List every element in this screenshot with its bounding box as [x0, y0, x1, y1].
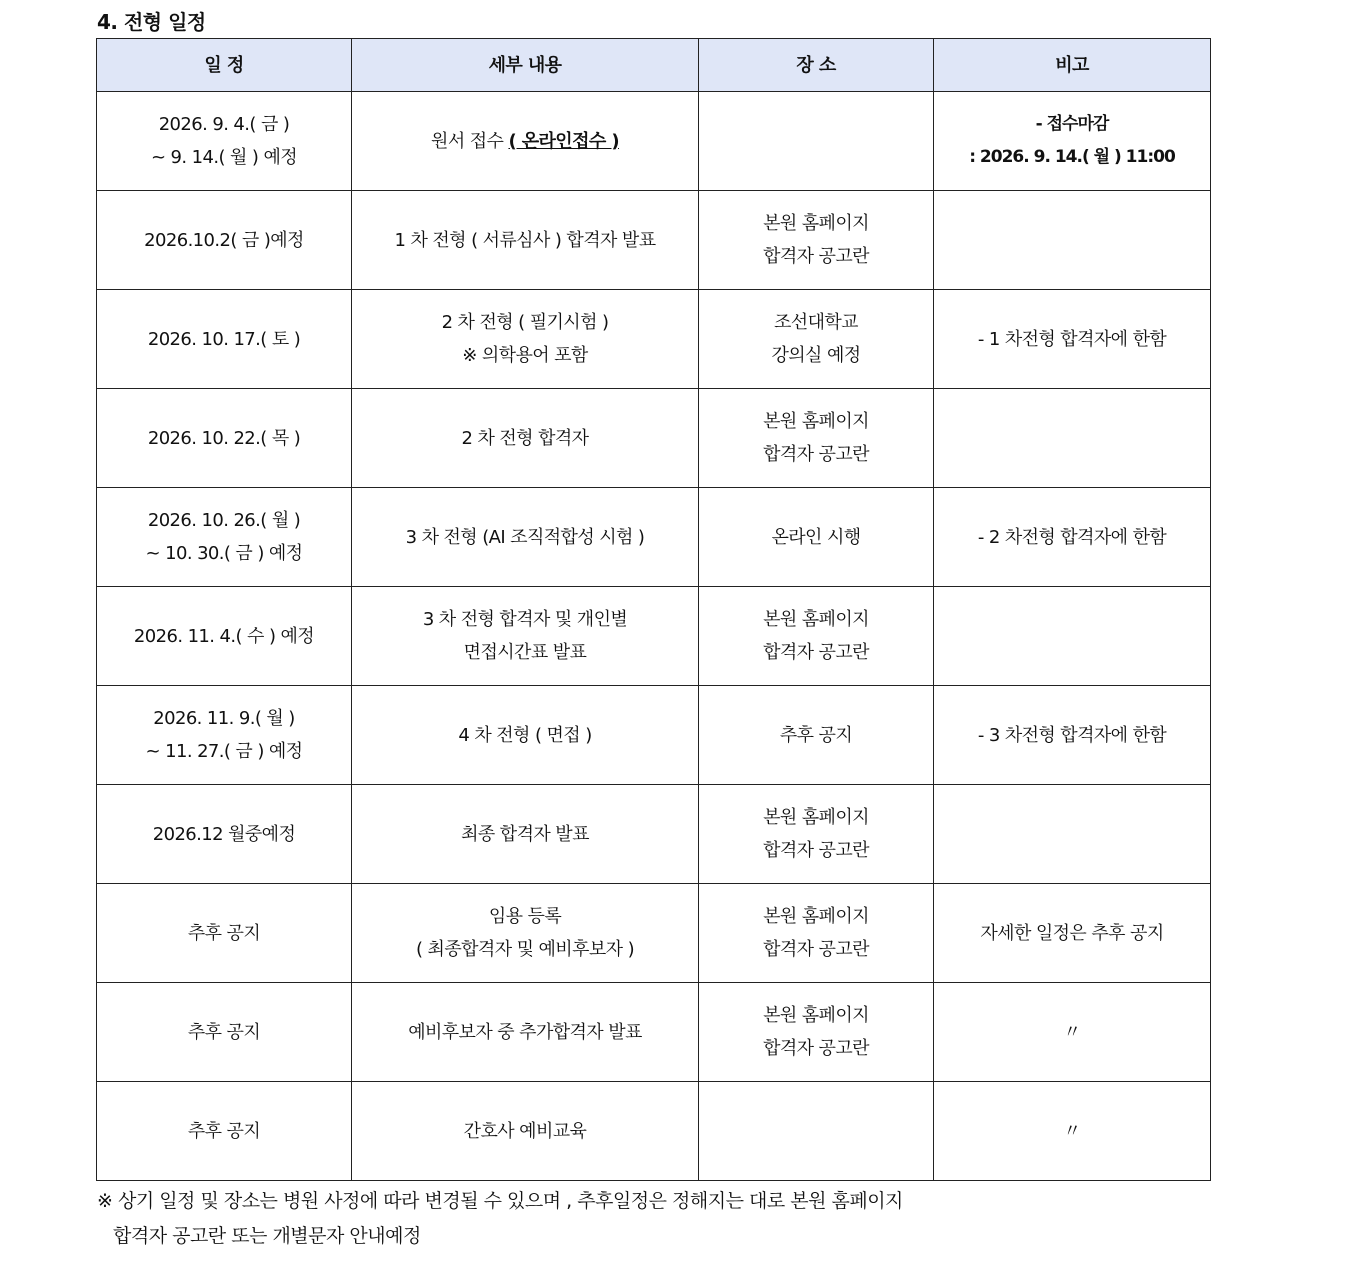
- cell-line: 합격자 공고란: [763, 444, 869, 465]
- cell-detail: [352, 290, 699, 389]
- cell-note: [934, 983, 1211, 1082]
- table-row: [97, 884, 1211, 983]
- cell-line: 면접시간표 발표: [463, 642, 587, 663]
- schedule-table: [96, 38, 1211, 1181]
- cell-line: ~ 9. 14.( 월 ) 예정: [150, 147, 298, 168]
- cell-line: - 2 차전형 합격자에 한함: [977, 526, 1167, 548]
- cell-line: 간호사 예비교육: [463, 1120, 587, 1142]
- cell-line: 강의실 예정: [771, 345, 861, 366]
- detail-text: 원서 접수: [431, 130, 509, 152]
- cell-line: 본원 홈페이지: [763, 906, 869, 927]
- schedule-body: [97, 92, 1211, 1181]
- cell-note: [934, 884, 1211, 983]
- cell-line: 최종 합격자 발표: [461, 823, 589, 845]
- cell-place: [699, 389, 934, 488]
- cell-line: 2026.12 월중예정: [152, 823, 296, 845]
- cell-line: 2026. 10. 22.( 목 ): [147, 427, 301, 449]
- cell-line: ( 최종합격자 및 예비후보자 ): [416, 939, 634, 960]
- cell-line: 2 차 전형 ( 필기시험 ): [441, 312, 609, 333]
- cell-date: [97, 785, 352, 884]
- table-row: [97, 290, 1211, 389]
- cell-line: 추후 공지: [187, 1120, 261, 1142]
- cell-note: [934, 488, 1211, 587]
- cell-line: 본원 홈페이지: [763, 609, 869, 630]
- cell-detail: [352, 92, 699, 191]
- cell-date: [97, 1082, 352, 1181]
- cell-detail: [352, 488, 699, 587]
- cell-line: 추후 공지: [779, 724, 853, 746]
- cell-date: [97, 290, 352, 389]
- cell-line: 2026. 11. 4.( 수 ) 예정: [133, 625, 315, 647]
- cell-line: 2026. 10. 26.( 월 ): [147, 510, 301, 531]
- cell-line: ~ 11. 27.( 금 ) 예정: [145, 741, 303, 762]
- cell-detail: [352, 983, 699, 1082]
- cell-place: [699, 191, 934, 290]
- cell-place: [699, 785, 934, 884]
- cell-line: 〃: [1063, 1021, 1081, 1043]
- table-row: [97, 92, 1211, 191]
- cell-line: 합격자 공고란: [763, 840, 869, 861]
- cell-date: [97, 389, 352, 488]
- table-row: [97, 587, 1211, 686]
- table-row: [97, 785, 1211, 884]
- table-row: [97, 191, 1211, 290]
- cell-line: 합격자 공고란: [763, 1038, 869, 1059]
- cell-detail: [352, 785, 699, 884]
- cell-note: [934, 92, 1211, 191]
- cell-note: [934, 1082, 1211, 1181]
- cell-line: 추후 공지: [187, 922, 261, 944]
- header-date: 일 정: [97, 39, 352, 92]
- cell-line: 2026.10.2( 금 )예정: [144, 229, 304, 251]
- footnote: [97, 1184, 903, 1254]
- cell-line: 임용 등록: [488, 906, 562, 927]
- cell-line: 2026. 10. 17.( 토 ): [147, 328, 301, 350]
- table-row: [97, 1082, 1211, 1181]
- cell-line: 본원 홈페이지: [763, 411, 869, 432]
- cell-line: - 3 차전형 합격자에 한함: [977, 724, 1167, 746]
- header-note: 비고: [934, 39, 1211, 92]
- cell-line: 예비후보자 중 추가합격자 발표: [408, 1021, 642, 1043]
- cell-date: [97, 488, 352, 587]
- header-place: 장 소: [699, 39, 934, 92]
- cell-line: : 2026. 9. 14.( 월 ) 11:00: [969, 147, 1175, 167]
- cell-date: [97, 884, 352, 983]
- cell-line: 2 차 전형 합격자: [461, 427, 589, 449]
- cell-line: 2026. 11. 9.( 월 ): [153, 708, 295, 729]
- table-row: [97, 983, 1211, 1082]
- cell-place: [699, 92, 934, 191]
- cell-date: [97, 983, 352, 1082]
- cell-line: 온라인 시행: [771, 526, 861, 548]
- cell-line: 본원 홈페이지: [763, 807, 869, 828]
- cell-place: [699, 983, 934, 1082]
- cell-detail: [352, 389, 699, 488]
- table-row: [97, 389, 1211, 488]
- footnote-line-1: ※ 상기 일정 및 장소는 병원 사정에 따라 변경될 수 있으며 , 추후일정은 정해지는 대로 본원 홈페이지: [97, 1190, 903, 1212]
- cell-line: 자세한 일정은 추후 공지: [980, 922, 1164, 944]
- cell-date: [97, 686, 352, 785]
- cell-line: ~ 10. 30.( 금 ) 예정: [145, 543, 303, 564]
- cell-line: 2026. 9. 4.( 금 ): [158, 114, 290, 135]
- cell-note: [934, 191, 1211, 290]
- cell-line: 4 차 전형 ( 면접 ): [458, 724, 592, 746]
- cell-line: - 접수마감: [1035, 114, 1109, 134]
- cell-line: 합격자 공고란: [763, 939, 869, 960]
- table-row: [97, 488, 1211, 587]
- cell-note: [934, 290, 1211, 389]
- section-title: 4. 전형 일정: [97, 10, 206, 34]
- cell-place: [699, 587, 934, 686]
- table-row: [97, 686, 1211, 785]
- cell-place: [699, 1082, 934, 1181]
- cell-date: [97, 92, 352, 191]
- cell-place: [699, 686, 934, 785]
- cell-line: 본원 홈페이지: [763, 213, 869, 234]
- cell-date: [97, 587, 352, 686]
- detail-emphasis: ( 온라인접수 ): [508, 130, 619, 152]
- cell-line: 〃: [1063, 1120, 1081, 1142]
- cell-detail: [352, 191, 699, 290]
- cell-line: 조선대학교: [774, 312, 858, 333]
- cell-note: [934, 785, 1211, 884]
- cell-line: 3 차 전형 합격자 및 개인별: [422, 609, 628, 630]
- cell-place: [699, 884, 934, 983]
- cell-line: - 1 차전형 합격자에 한함: [977, 328, 1167, 350]
- cell-detail: [352, 1082, 699, 1181]
- cell-note: [934, 587, 1211, 686]
- footnote-line-2: 합격자 공고란 또는 개별문자 안내예정: [113, 1225, 421, 1247]
- cell-date: [97, 191, 352, 290]
- cell-detail: [352, 587, 699, 686]
- cell-place: [699, 488, 934, 587]
- cell-detail: [352, 686, 699, 785]
- cell-line: ※ 의학용어 포함: [462, 345, 588, 366]
- cell-line: 본원 홈페이지: [763, 1005, 869, 1026]
- cell-note: [934, 389, 1211, 488]
- cell-line: 1 차 전형 ( 서류심사 ) 합격자 발표: [394, 229, 656, 251]
- cell-line: 추후 공지: [187, 1021, 261, 1043]
- cell-line: 합격자 공고란: [763, 246, 869, 267]
- cell-note: [934, 686, 1211, 785]
- cell-place: [699, 290, 934, 389]
- header-detail: 세부 내용: [352, 39, 699, 92]
- cell-line: 3 차 전형 (AI 조직적합성 시험 ): [405, 526, 645, 548]
- cell-line: 합격자 공고란: [763, 642, 869, 663]
- cell-detail: [352, 884, 699, 983]
- table-header-row: [97, 39, 1211, 92]
